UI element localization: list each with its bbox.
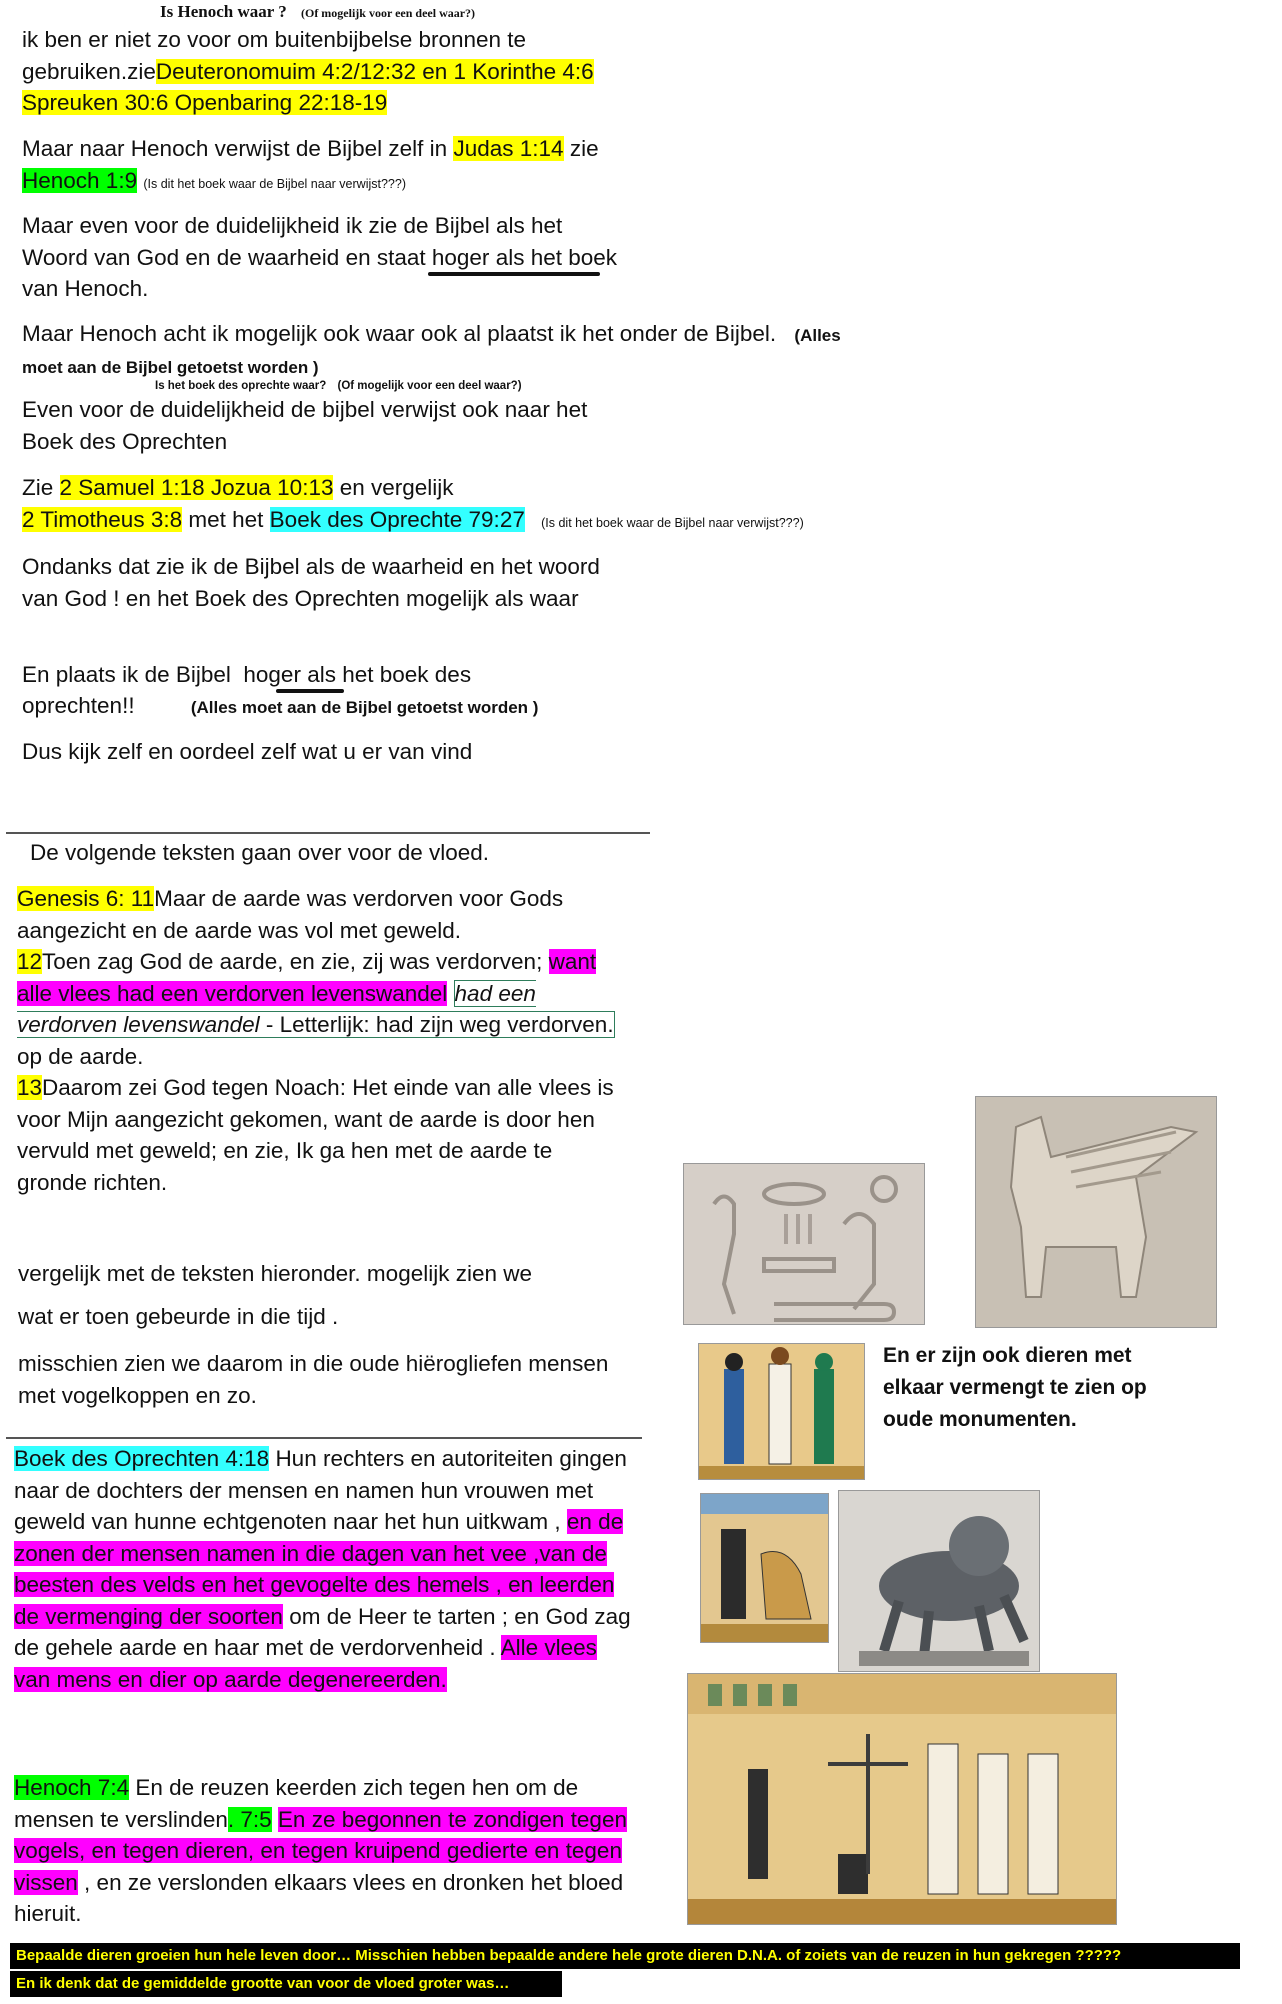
genesis-passage (17, 883, 627, 1198)
intro-text: Maar Henoch acht ik mogelijk ook waar ook al plaatst ik het onder de Bijbel. (22, 321, 777, 346)
footer-bar-2 (10, 1971, 562, 1997)
intro-paragraph-9 (22, 736, 722, 768)
intro-paragraph-8: En plaats ik de Bijbel hoger als het boek des (22, 662, 472, 687)
intro-paragraph-4 (22, 318, 842, 381)
intro-paragraph-8-cont: oprechten!! (Alles moet aan de Bijbel getoetst worden ) (22, 693, 539, 718)
verse-number: 13 (17, 1075, 43, 1100)
monuments-caption (883, 1340, 1153, 1436)
intro-text: als het boek van Henoch. (22, 244, 618, 301)
lamassu-relief-image (975, 1096, 1217, 1328)
footnote-italic: had een verdorven levenswandel (17, 980, 536, 1037)
passage-text: Hun rechters en autoriteiten gingen naar de dochters der mensen en namen hun vrouwen met geweld van hunne echtgenoten naar het hun uitkwam , (14, 1446, 627, 1534)
egyptian-birdhead-image (698, 1343, 865, 1480)
henoch-ref: Henoch 1:9 (22, 167, 138, 193)
timotheus-ref: 2 Timotheus 3:8 (22, 506, 183, 532)
passage-text: , en ze verslonden elkaars vlees en dronken het bloed hieruit. (14, 1869, 624, 1926)
henoch-ref: . 7:5 (227, 1806, 272, 1832)
intro-note: (Is dit het boek waar de Bijbel naar verwijst???) (541, 515, 804, 530)
caption-text: En er zijn ook dieren met elkaar vermengt te zien op oude monumenten. (883, 1344, 1147, 1431)
intro-text: Dus kijk zelf en oordeel zelf wat u er van vind (22, 739, 473, 764)
intro-text: ik ben er niet zo voor om buitenbijbelse bronnen te gebruiken.zie (22, 27, 527, 84)
footer-text: Bepaalde dieren groeien hun hele leven door… Misschien hebben bepaalde andere hele grote dieren D.N.A. of zoiets van de reuzen in hun gekregen ????? (16, 1947, 1122, 1964)
divider (6, 832, 650, 834)
intro-text: Zie (22, 475, 54, 500)
intro-text: Maar naar Henoch verwijst de Bijbel zelf in (22, 136, 448, 161)
intro-text: Ondanks dat zie ik de Bijbel als de waarheid en het woord van God ! en het Boek des Oprechten mogelijk als waar (22, 554, 600, 611)
oprechten-passage (14, 1443, 634, 1695)
section-heading-text: De volgende teksten gaan over voor de vloed. (30, 840, 490, 865)
section-heading (30, 837, 489, 869)
hoger-emphasis: en staat hoger (345, 244, 490, 270)
judas-ref: Judas 1:14 (453, 136, 564, 161)
intro-paragraph-7 (22, 551, 622, 614)
verse-number: 12 (17, 949, 43, 974)
footer-bar-1 (10, 1943, 1240, 1969)
genesis-text: op de aarde. (17, 1043, 144, 1069)
magenta-highlight: En ze begonnen te zondigen tegen vogels, en tegen dieren, en tegen kruipend gedierte en tegen vissen (14, 1806, 627, 1895)
hieroglyph-relief-image (683, 1163, 925, 1325)
intro-text: En plaats ik de Bijbel (22, 662, 231, 687)
intro-paragraph-2 (22, 133, 922, 196)
underline-mark (276, 689, 344, 693)
oprechten-ref: Boek des Oprechten 4:18 (14, 1446, 270, 1471)
magenta-highlight: en de zonen der mensen namen in die dagen van het vee ,van de beesten des velds en het gevogelte des hemels , en leerden de vermenging der soorten (14, 1509, 624, 1629)
chimera-statue-image (838, 1490, 1040, 1672)
intro-paragraph-5 (22, 394, 622, 457)
genesis-text: Daarom zei God tegen Noach: Het einde van alle vlees is voor Mijn aangezicht gekomen, want de aarde is door hen vervuld met geweld; en zie, Ik ga hen met de aarde te gronde richten. (17, 1075, 614, 1195)
intro-text: Maar even voor de duidelijkheid ik zie de Bijbel als het Woord van God en de waarheid (22, 213, 563, 270)
compare-text: vergelijk met de teksten hieronder. mogelijk zien we (18, 1261, 533, 1286)
anubis-scene-image (700, 1493, 829, 1643)
genesis-text: Toen zag God de aarde, en zie, zij was verdorven; (42, 949, 543, 974)
intro-paragraph-3 (22, 210, 622, 305)
intro-text: zie (569, 136, 599, 161)
oprechte-ref: Boek des Oprechte 79:27 (269, 506, 525, 532)
intro-text: en vergelijk (339, 475, 454, 500)
compare-line-2 (18, 1301, 338, 1333)
compare-text: wat er toen gebeurde in die tijd . (18, 1304, 339, 1329)
intro-text: met het (188, 506, 264, 532)
intro-note: (Alles moet aan de Bijbel getoetst worden ) (22, 326, 841, 377)
genesis-text: Maar de aarde was verdorven voor Gods aangezicht en de aarde was vol met geweld. (17, 886, 564, 943)
compare-line-1 (18, 1258, 532, 1290)
title-text: Is Henoch waar ? (160, 2, 287, 21)
passage-text: En de reuzen keerden zich tegen hen om de mensen te verslinden (14, 1775, 579, 1832)
compare-text: misschien zien we daarom in die oude hiërogliefen mensen met vogelkoppen en zo. (18, 1351, 609, 1408)
henoch-ref: Henoch 7:4 (14, 1775, 130, 1800)
papyrus-judgement-image (687, 1673, 1117, 1925)
intro-text: Even voor de duidelijkheid de bijbel verwijst ook naar het Boek des Oprechten (22, 397, 588, 454)
footer-text: En ik denk dat de gemiddelde grootte van voor de vloed groter was… (16, 1975, 510, 1992)
footnote-text: - Letterlijk: had zijn weg verdorven. (259, 1012, 614, 1037)
oprecht-title (155, 378, 522, 394)
intro-paragraph-6 (22, 472, 1022, 535)
magenta-highlight: Alle vlees van mens en dier op aarde degenereerden. (14, 1635, 597, 1692)
oprecht-subtitle: (Of mogelijk voor een deel waar?) (337, 380, 522, 392)
passage-text: om de Heer te tarten ; en God zag de gehele aarde en haar met de verdorvenheid . (14, 1603, 631, 1660)
divider (6, 1437, 642, 1439)
title-subtitle: (Of mogelijk voor een deel waar?) (300, 6, 476, 20)
compare-line-3 (18, 1348, 638, 1411)
page-title (160, 2, 475, 22)
intro-paragraph-1 (22, 24, 622, 119)
underline-mark (428, 272, 600, 276)
bible-refs-highlight: Deuteronomuim 4:2/12:32 en 1 Korinthe 4:6 Spreuken 30:6 Openbaring 22:18-19 (22, 58, 594, 115)
oprecht-title-text: Is het boek des oprechte waar? (155, 380, 327, 392)
magenta-highlight: want alle vlees had een verdorven levenswandel (17, 949, 597, 1006)
henoch-passage (14, 1772, 634, 1930)
intro-note: (Is dit het boek waar de Bijbel naar verwijst???) (143, 176, 406, 191)
samuel-jozua-refs: 2 Samuel 1:18 Jozua 10:13 (59, 475, 334, 500)
genesis-ref: Genesis 6: 11 (17, 886, 155, 911)
intro-note: (Alles moet aan de Bijbel getoetst worden ) (190, 698, 539, 717)
hoger-emphasis: hoger (243, 662, 301, 687)
